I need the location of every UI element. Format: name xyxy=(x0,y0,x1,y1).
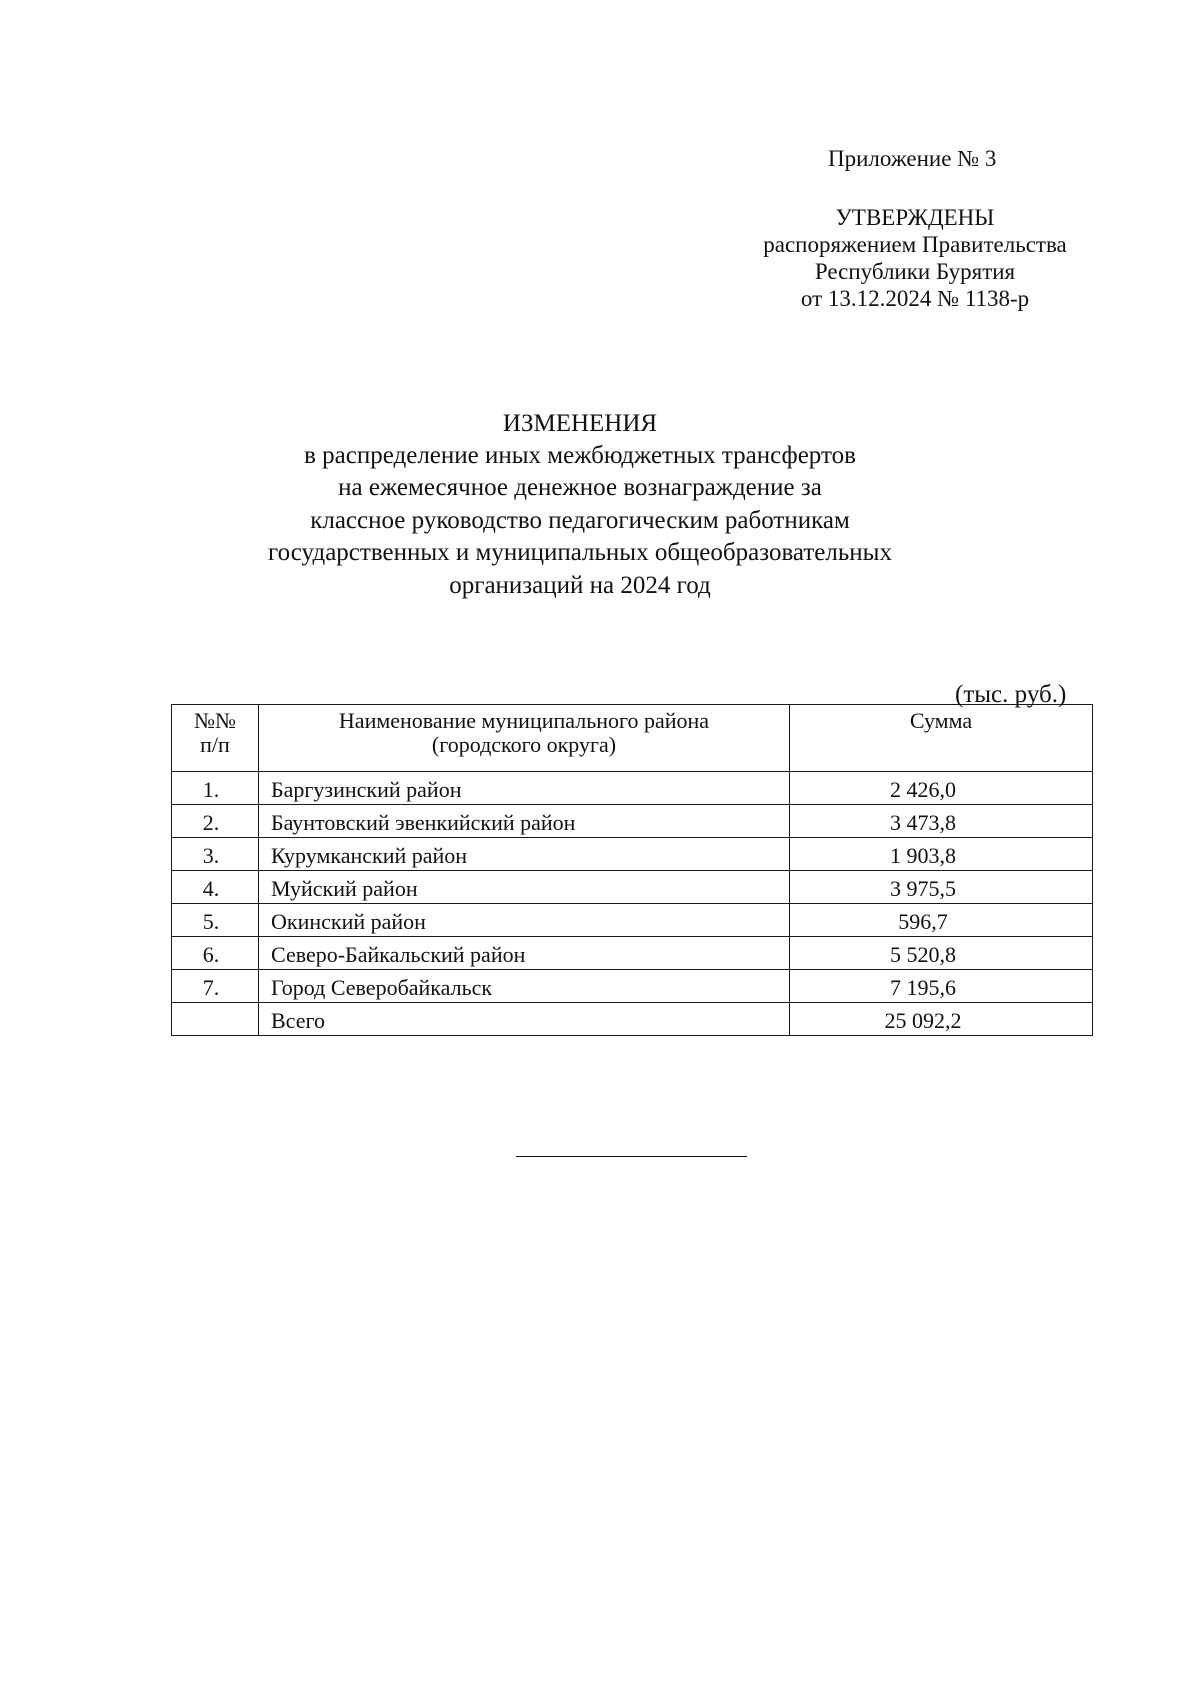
header-name-line2: (городского округа) xyxy=(431,732,617,757)
district-name: Баргузинский район xyxy=(259,772,790,805)
approval-line: от 13.12.2024 № 1138-р xyxy=(800,286,1030,311)
title-line: в распределение иных межбюджетных трансфертов xyxy=(304,442,856,469)
total-label: Всего xyxy=(259,1003,790,1036)
district-name: Северо-Байкальский район xyxy=(259,937,790,970)
district-name: Баунтовский эвенкийский район xyxy=(259,805,790,838)
table-row xyxy=(172,838,1093,871)
row-amount: 1 903,8 xyxy=(790,838,1093,871)
row-amount: 5 520,8 xyxy=(790,937,1093,970)
annex-label: Приложение № 3 xyxy=(828,146,997,171)
table-row xyxy=(172,772,1093,805)
row-amount: 3 473,8 xyxy=(790,805,1093,838)
title-line: государственных и муниципальных общеобразовательных xyxy=(268,539,892,566)
row-number: 4. xyxy=(172,871,259,904)
header-number-line1: №№ xyxy=(194,708,236,733)
row-amount: 596,7 xyxy=(790,904,1093,937)
table-row xyxy=(172,970,1093,1003)
allocation-table xyxy=(171,704,1093,1036)
header-number-line2: п/п xyxy=(200,732,230,757)
title-line: организаций на 2024 год xyxy=(449,572,711,599)
row-number: 3. xyxy=(172,838,259,871)
header-number xyxy=(172,705,259,772)
table-header-row xyxy=(172,705,1093,772)
row-amount: 2 426,0 xyxy=(790,772,1093,805)
total-number xyxy=(172,1003,259,1036)
approval-line: распоряжением Правительства xyxy=(763,232,1067,257)
district-name: Город Северобайкальск xyxy=(259,970,790,1003)
units-label: (тыс. руб.) xyxy=(955,681,1067,708)
table-row xyxy=(172,871,1093,904)
header-sum-label: Сумма xyxy=(909,708,973,733)
district-name: Курумканский район xyxy=(259,838,790,871)
table-row xyxy=(172,904,1093,937)
district-name: Окинский район xyxy=(259,904,790,937)
row-number: 2. xyxy=(172,805,259,838)
total-amount: 25 092,2 xyxy=(790,1003,1093,1036)
table-row xyxy=(172,937,1093,970)
header-sum xyxy=(790,705,1093,772)
row-number: 5. xyxy=(172,904,259,937)
district-name: Муйский район xyxy=(259,871,790,904)
row-number: 7. xyxy=(172,970,259,1003)
table-row xyxy=(172,805,1093,838)
approval-line: Республики Бурятия xyxy=(814,259,1016,284)
row-number: 1. xyxy=(172,772,259,805)
approval-heading: УТВЕРЖДЕНЫ xyxy=(835,205,995,230)
row-amount: 3 975,5 xyxy=(790,871,1093,904)
document-title: ИЗМЕНЕНИЯ xyxy=(502,410,658,437)
row-number: 6. xyxy=(172,937,259,970)
title-line: классное руководство педагогическим работникам xyxy=(310,507,850,534)
title-line: на ежемесячное денежное вознаграждение за xyxy=(338,474,822,501)
table-total-row xyxy=(172,1003,1093,1036)
end-rule xyxy=(516,1156,747,1157)
header-name-line1: Наименование муниципального района xyxy=(338,708,710,733)
row-amount: 7 195,6 xyxy=(790,970,1093,1003)
header-name xyxy=(259,705,790,772)
